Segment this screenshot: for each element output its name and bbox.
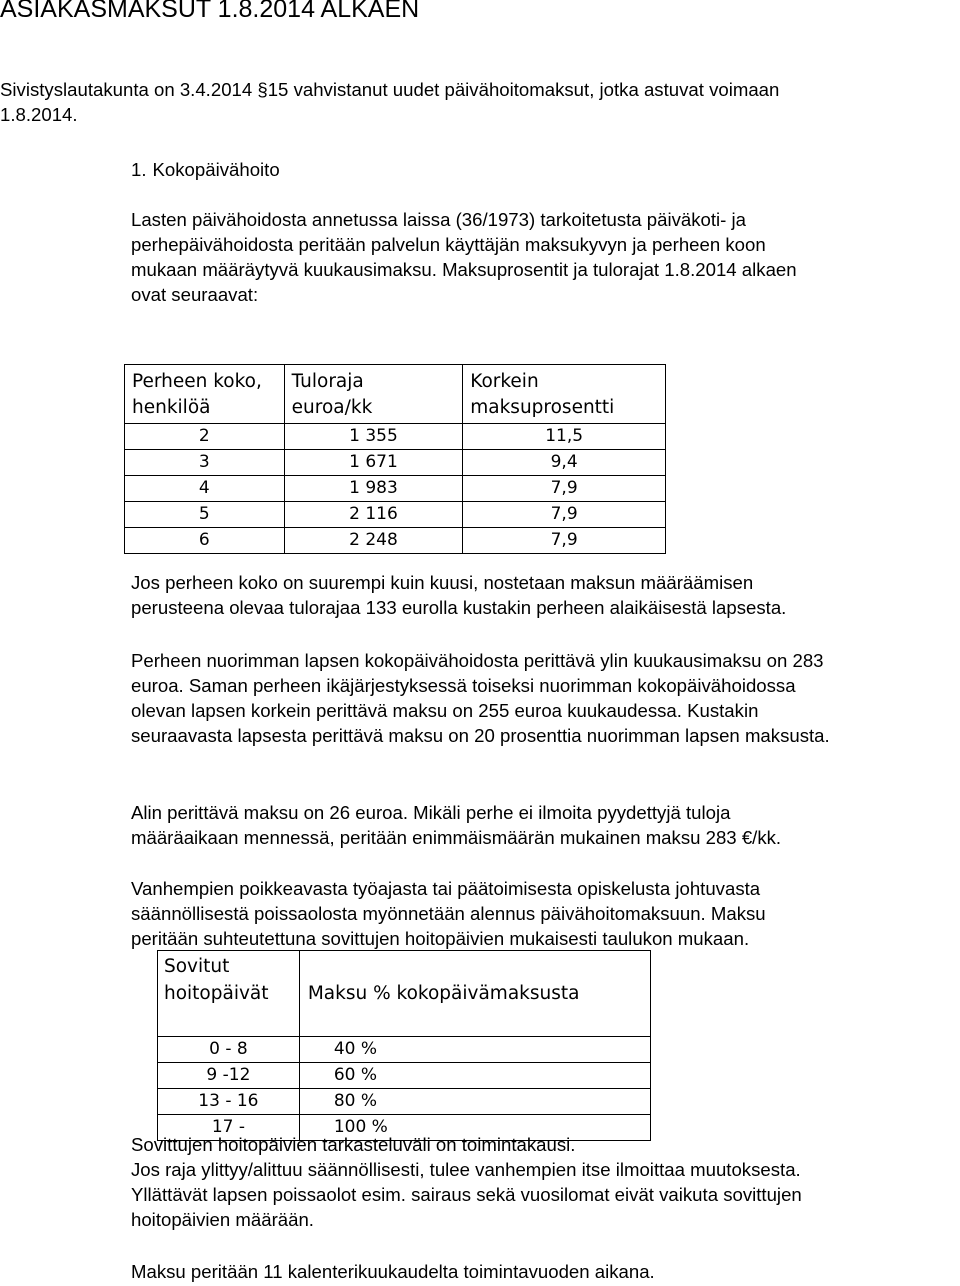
- table-header-row: [125, 365, 666, 424]
- header-income-limit: Tuloraja euroa/kk: [284, 365, 463, 424]
- paragraph-line: Jos perheen koko on suurempi kuin kuusi, nostetaan maksun määräämisen: [131, 572, 754, 593]
- cell-max-percent: 7,9: [463, 528, 666, 554]
- paragraph-line: peritään suhteutettuna sovittujen hoitopäivien mukaisesti taulukon mukaan.: [131, 928, 750, 949]
- paragraph-line: Perheen nuorimman lapsen kokopäivähoidosta perittävä ylin kuukausimaksu on 283: [131, 650, 824, 671]
- care-days-table: [157, 950, 651, 1141]
- section-title: Kokopäivähoito: [152, 159, 280, 180]
- cell-income-limit: 1 983: [284, 476, 463, 502]
- section-number: 1.: [131, 159, 147, 180]
- paragraph-line: säännöllisestä poissaolosta myönnetään alennus päivähoitomaksuun. Maksu: [131, 903, 766, 924]
- paragraph-line: Maksu peritään 11 kalenterikuukaudelta toimintavuoden aikana.: [131, 1261, 655, 1282]
- cell-income-limit: 2 116: [284, 502, 463, 528]
- cell-fee-percent: 80 %: [299, 1089, 650, 1115]
- income-limit-table: [124, 364, 666, 554]
- paragraph-line: Lasten päivähoidosta annetussa laissa (36/1973) tarkoitetusta päiväkoti- ja: [131, 209, 747, 230]
- paragraph-line: mukaan määräytyvä kuukausimaksu. Maksuprosentit ja tulorajat 1.8.2014 alkaen: [131, 259, 797, 280]
- paragraph-line: perusteena olevaa tulorajaa 133 eurolla kustakin perheen alaikäisestä lapsesta.: [131, 597, 787, 618]
- header-family-size: Perheen koko, henkilöä: [125, 365, 285, 424]
- paragraph-line: ovat seuraavat:: [131, 284, 259, 305]
- paragraph-line: Vanhempien poikkeavasta työajasta tai päätoimisesta opiskelusta johtuvasta: [131, 878, 761, 899]
- intro-paragraph: [0, 77, 779, 127]
- cell-days: 17 -: [158, 1115, 300, 1141]
- paragraph-line: Jos raja ylittyy/alittuu säännöllisesti, tulee vanhempien itse ilmoittaa muutoksesta.: [131, 1159, 801, 1180]
- cell-days: 13 - 16: [158, 1089, 300, 1115]
- cell-fee-percent: 60 %: [299, 1063, 650, 1089]
- table-row: [125, 450, 666, 476]
- header-agreed-days: Sovitut hoitopäivät: [158, 951, 300, 1037]
- paragraph-max-fee: [131, 648, 830, 748]
- paragraph-line: Yllättävät lapsen poissaolot esim. sairaus sekä vuosilomat eivät vaikuta sovittujen: [131, 1184, 802, 1205]
- paragraph-fee-basis: [131, 207, 797, 307]
- cell-max-percent: 7,9: [463, 476, 666, 502]
- paragraph-line: olevan lapsen korkein perittävä maksu on 255 euroa kuukaudessa. Kustakin: [131, 700, 759, 721]
- paragraph-line: perhepäivähoidosta peritään palvelun käyttäjän maksukyvyn ja perheen koon: [131, 234, 766, 255]
- cell-income-limit: 2 248: [284, 528, 463, 554]
- paragraph-line: Sovittujen hoitopäivien tarkasteluväli on toimintakausi.: [131, 1134, 576, 1155]
- paragraph-line: euroa. Saman perheen ikäjärjestyksessä toiseksi nuorimman kokopäivähoidossa: [131, 675, 796, 696]
- paragraph-line: hoitopäivien määrään.: [131, 1209, 314, 1230]
- intro-line: Sivistyslautakunta on 3.4.2014 §15 vahvistanut uudet päivähoitomaksut, jotka astuvat voimaan: [0, 79, 780, 100]
- cell-income-limit: 1 671: [284, 450, 463, 476]
- paragraph-line: määräaikaan mennessä, peritään enimmäismäärän mukainen maksu 283 €/kk.: [131, 827, 782, 848]
- paragraph-discount: [131, 876, 766, 951]
- cell-days: 9 -12: [158, 1063, 300, 1089]
- cell-family-size: 5: [125, 502, 285, 528]
- table-row: [125, 476, 666, 502]
- paragraph-review-period: [131, 1132, 802, 1232]
- cell-family-size: 2: [125, 424, 285, 450]
- table-header-row: [158, 951, 651, 1037]
- table-row: [125, 528, 666, 554]
- cell-max-percent: 9,4: [463, 450, 666, 476]
- cell-family-size: 4: [125, 476, 285, 502]
- header-fee-percent: Maksu % kokopäivämaksusta: [299, 951, 650, 1037]
- paragraph-line: seuraavasta lapsesta perittävä maksu on 20 prosenttia nuorimman lapsen maksusta.: [131, 725, 830, 746]
- cell-income-limit: 1 355: [284, 424, 463, 450]
- table-row: [158, 1089, 651, 1115]
- paragraph-min-fee: [131, 800, 781, 850]
- cell-days: 0 - 8: [158, 1037, 300, 1063]
- cell-fee-percent: 100 %: [299, 1115, 650, 1141]
- intro-line: 1.8.2014.: [0, 104, 78, 125]
- paragraph-large-family: [131, 570, 786, 620]
- table-row: [125, 502, 666, 528]
- table-row: [158, 1063, 651, 1089]
- document-title: ASIAKASMAKSUT 1.8.2014 ALKAEN: [0, 0, 420, 23]
- cell-family-size: 3: [125, 450, 285, 476]
- paragraph-billing-months: [131, 1259, 655, 1284]
- section-heading: [131, 157, 280, 182]
- cell-family-size: 6: [125, 528, 285, 554]
- table-row: [125, 424, 666, 450]
- cell-fee-percent: 40 %: [299, 1037, 650, 1063]
- table-row: [158, 1037, 651, 1063]
- paragraph-line: Alin perittävä maksu on 26 euroa. Mikäli perhe ei ilmoita pyydettyjä tuloja: [131, 802, 731, 823]
- cell-max-percent: 11,5: [463, 424, 666, 450]
- cell-max-percent: 7,9: [463, 502, 666, 528]
- header-max-percent: Korkein maksuprosentti: [463, 365, 666, 424]
